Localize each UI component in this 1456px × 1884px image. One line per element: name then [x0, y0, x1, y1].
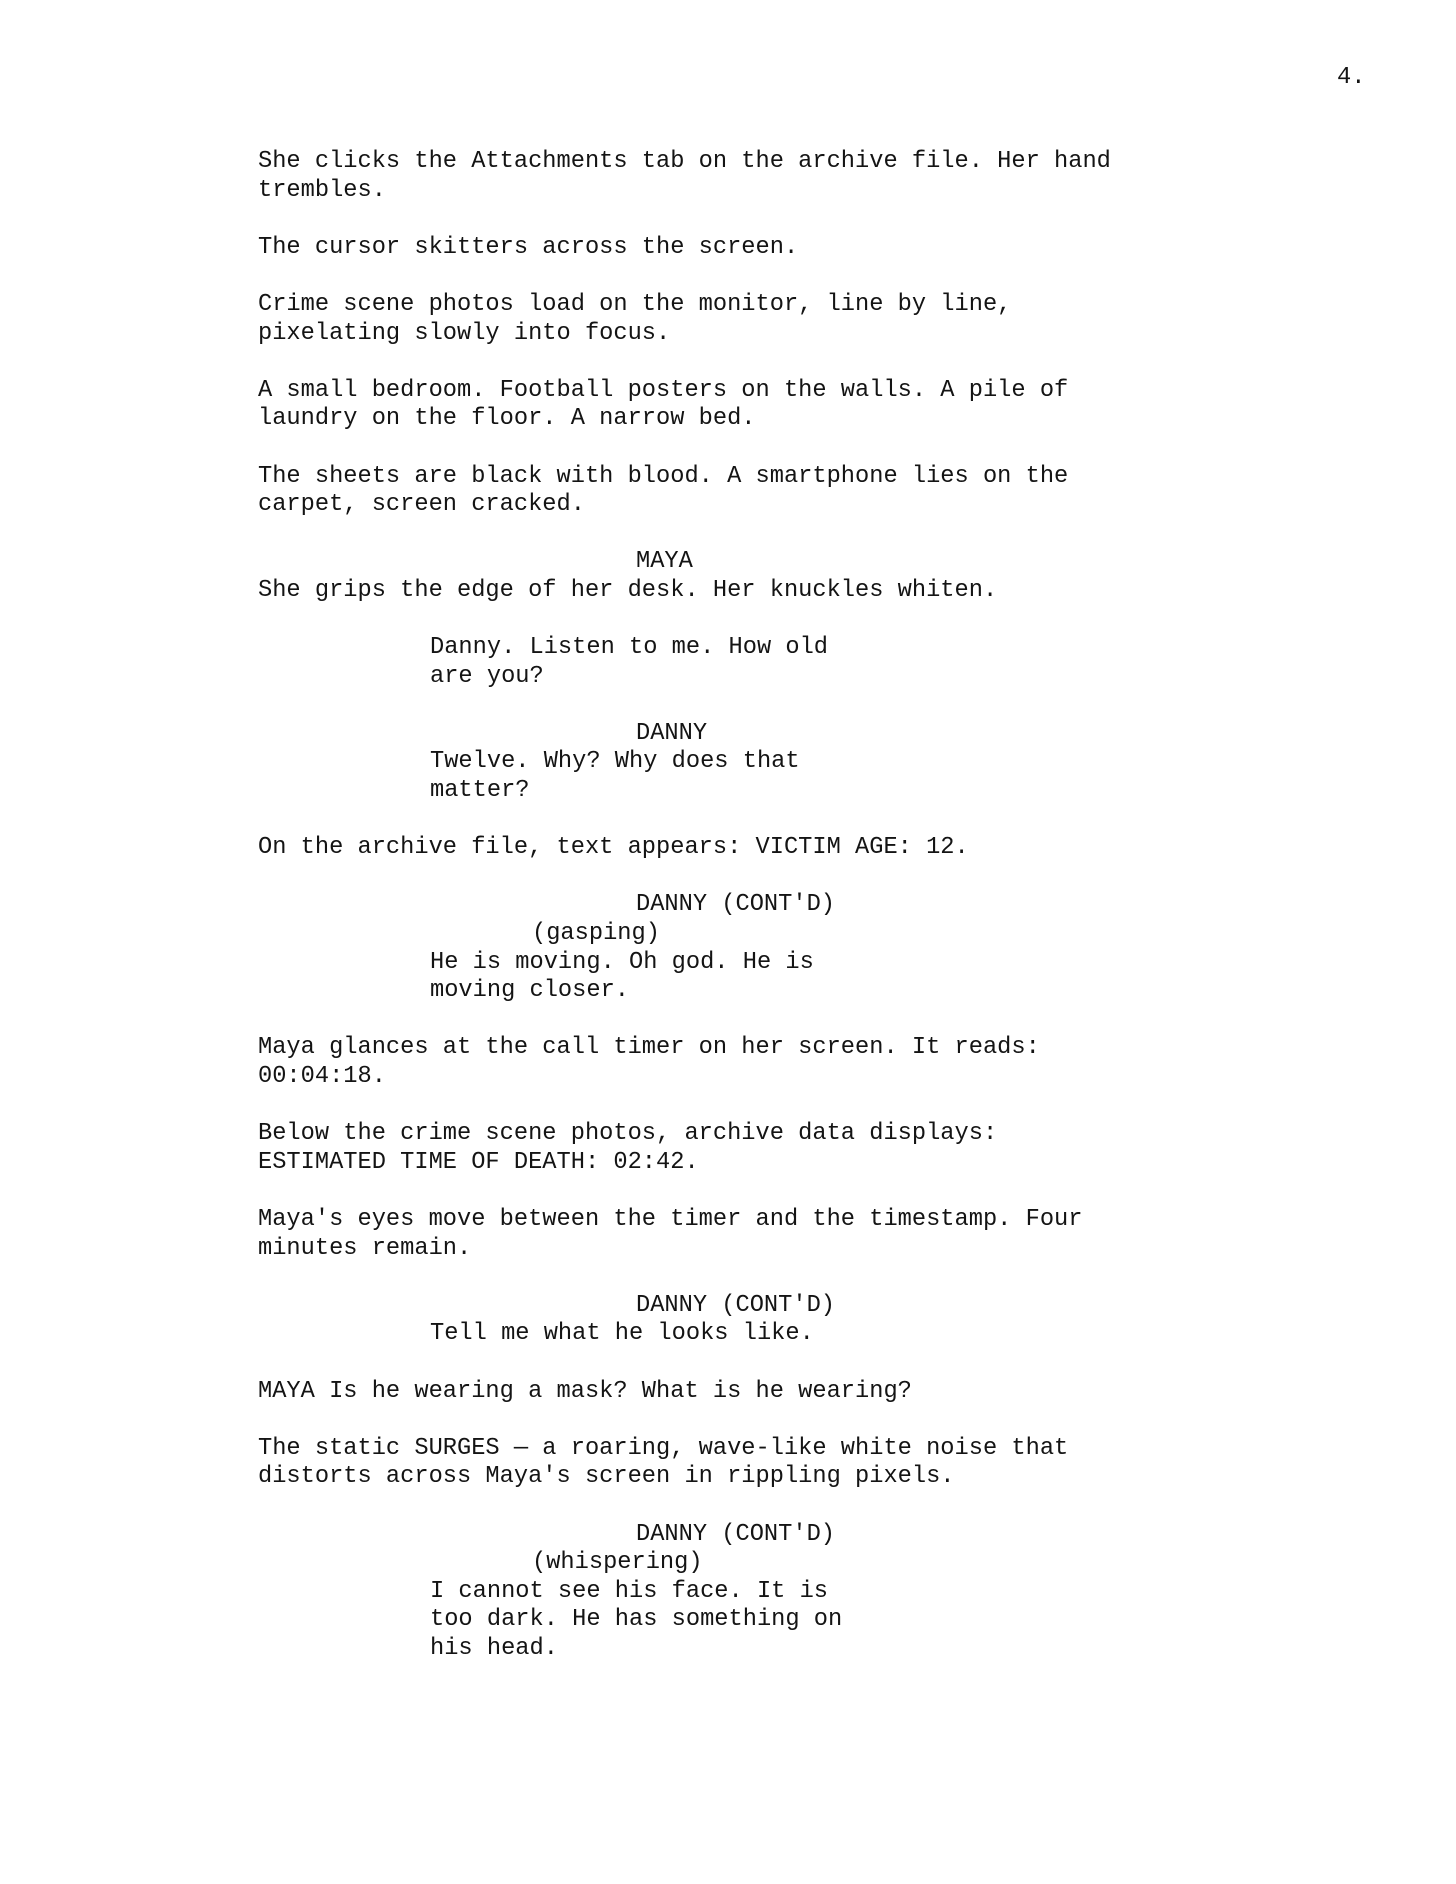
character-name: DANNY (CONT'D) [636, 891, 836, 919]
character-name: DANNY (CONT'D) [636, 1291, 836, 1319]
action-line: Crime scene photos load on the monitor, line by line, pixelating slowly into focus. [258, 290, 1012, 347]
character-name: DANNY [636, 719, 708, 747]
action-line: MAYA Is he wearing a mask? What is he wearing? [258, 1377, 912, 1405]
action-line: The static SURGES — a roaring, wave-like white noise that distorts across Maya's screen in rippling pixels. [258, 1434, 1069, 1491]
action-line: Below the crime scene photos, archive data displays: ESTIMATED TIME OF DEATH: 02:42. [258, 1120, 998, 1176]
action-line: Maya glances at the call timer on her screen. It reads: 00:04:18. [258, 1034, 1040, 1090]
action-line: The cursor skitters across the screen. [258, 233, 799, 261]
script-body [258, 148, 1378, 1663]
action-line: She clicks the Attachments tab on the archive file. Her hand trembles. [258, 148, 1111, 204]
parenthetical: (whispering) [532, 1549, 703, 1577]
character-name: DANNY (CONT'D) [636, 1520, 836, 1548]
action-line: Maya's eyes move between the timer and the timestamp. Four minutes remain. [258, 1205, 1083, 1262]
dialogue-line: I cannot see his face. It is too dark. He has something on his head. [430, 1577, 843, 1662]
dialogue-line: Tell me what he looks like. [430, 1320, 814, 1348]
action-line: A small bedroom. Football posters on the walls. A pile of laundry on the floor. A narrow bed. [258, 376, 1069, 433]
character-name: MAYA [636, 548, 693, 576]
dialogue-line: He is moving. Oh god. He is moving closer. [430, 948, 814, 1005]
action-line: On the archive file, text appears: VICTIM AGE: 12. [258, 834, 969, 862]
action-line: The sheets are black with blood. A smartphone lies on the carpet, screen cracked. [258, 462, 1069, 519]
page-number: 4. [1337, 64, 1366, 91]
dialogue-line: Danny. Listen to me. How old are you? [430, 634, 829, 690]
action-line: She grips the edge of her desk. Her knuckles whiten. [258, 576, 998, 604]
dialogue-line: Twelve. Why? Why does that matter? [430, 748, 800, 805]
parenthetical: (gasping) [532, 920, 660, 948]
